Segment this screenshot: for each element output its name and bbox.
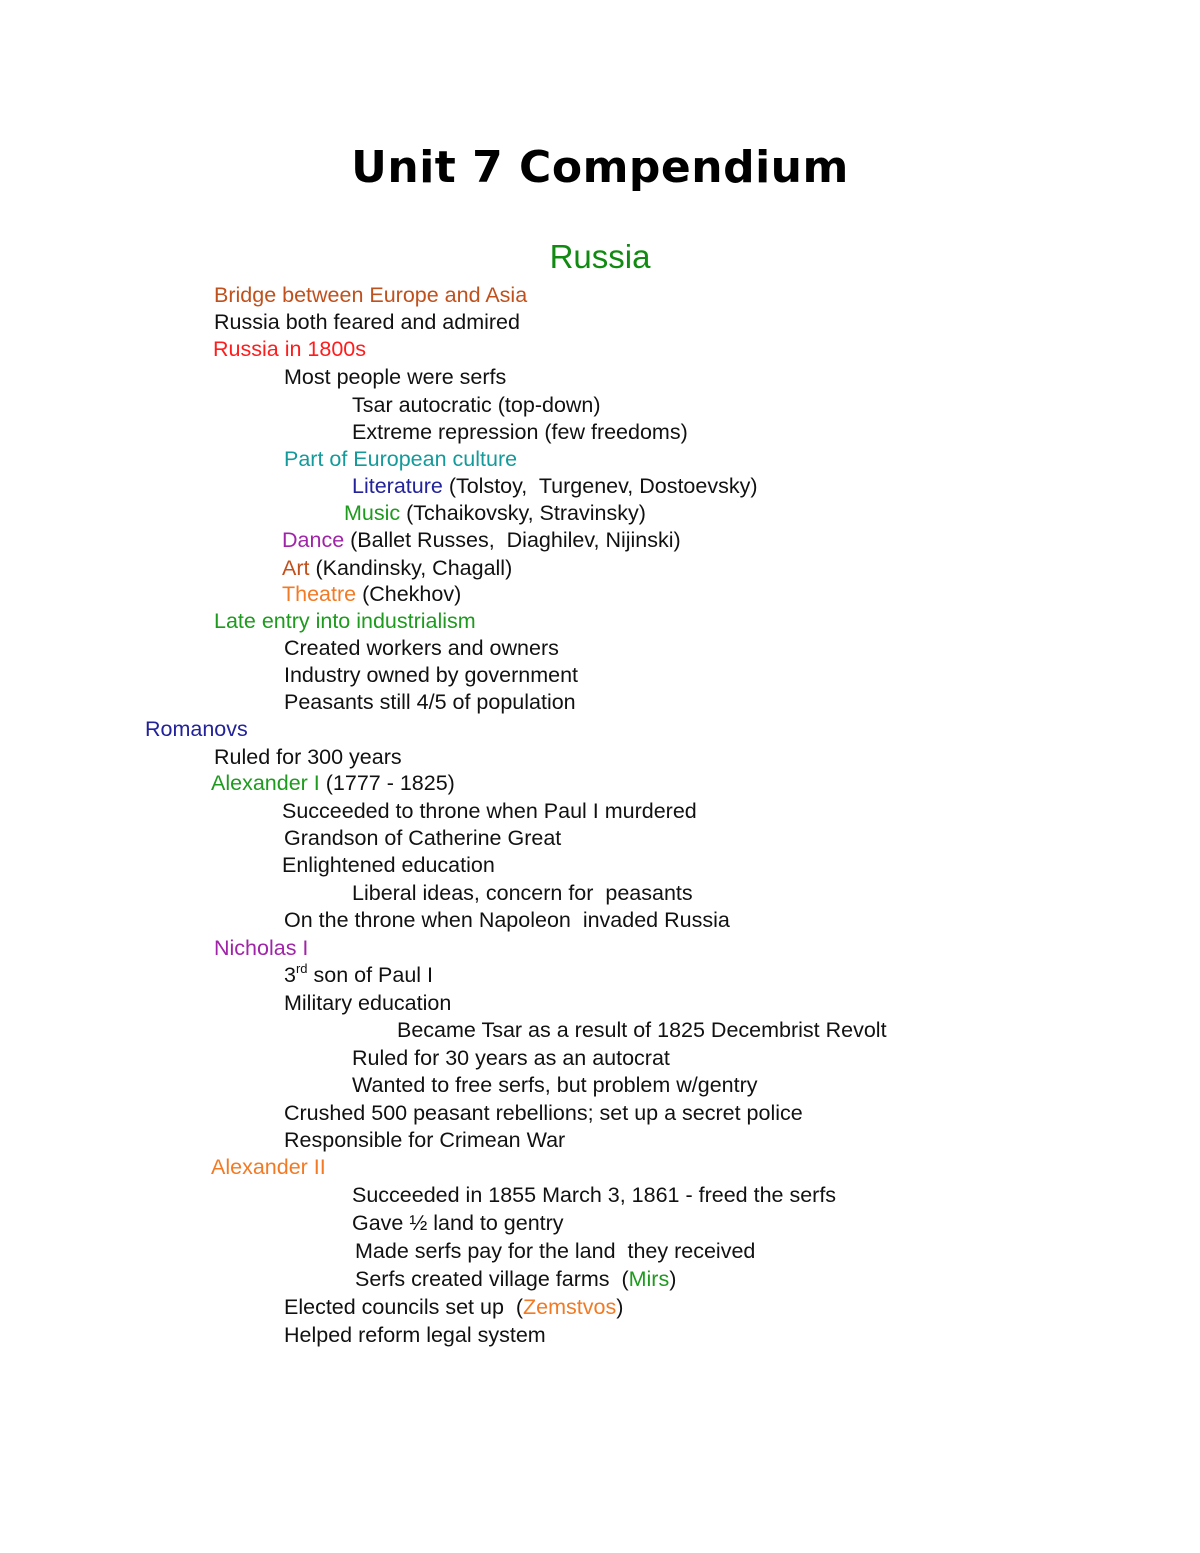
outline-line (352, 473, 758, 499)
highlighted-term: Alexander II (211, 1155, 326, 1179)
page-title: Unit 7 Compendium (351, 142, 849, 193)
text-segment: ) (669, 1267, 677, 1291)
highlighted-term: Music (344, 501, 401, 525)
outline-line (352, 1182, 836, 1208)
text-segment: Helped reform legal system (284, 1323, 546, 1347)
outline-line (282, 852, 495, 878)
text-segment: (Chekhov) (356, 582, 462, 606)
outline-line (352, 392, 601, 418)
text-segment: rd (295, 961, 308, 976)
outline-line (214, 309, 520, 335)
highlighted-term: Russia in 1800s (213, 337, 366, 361)
text-segment: (Tolstoy, Turgenev, Dostoevsky) (442, 474, 758, 498)
outline-line (352, 1072, 758, 1098)
outline-line (284, 446, 517, 472)
outline-line (282, 555, 512, 581)
text-segment: Created workers and owners (284, 636, 559, 660)
outline-line (282, 798, 697, 824)
highlighted-term: Bridge between Europe and Asia (214, 283, 528, 307)
outline-line (352, 880, 693, 906)
text-segment: Wanted to free serfs, but problem w/gentry (352, 1073, 758, 1097)
highlighted-term: Dance (282, 528, 345, 552)
highlighted-term: Alexander I (211, 771, 320, 795)
text-segment: (Tchaikovsky, Stravinsky) (400, 501, 646, 525)
text-segment: Made serfs pay for the land they received (355, 1239, 756, 1263)
highlighted-term: Mirs (628, 1267, 670, 1291)
text-segment: Tsar autocratic (top-down) (352, 393, 601, 417)
outline-line (344, 500, 646, 526)
outline-line (284, 907, 730, 933)
text-segment: Peasants still 4/5 of population (284, 690, 576, 714)
highlighted-term: Romanovs (145, 717, 248, 741)
outline-line (352, 419, 688, 445)
text-segment: Crushed 500 peasant rebellions; set up a secret police (284, 1101, 803, 1125)
outline-line (211, 770, 455, 796)
text-segment: Succeeded to throne when Paul I murdered (282, 799, 697, 823)
text-segment: Grandson of Catherine Great (284, 826, 562, 850)
text-segment: Enlightened education (282, 853, 495, 877)
outline-line (284, 825, 561, 851)
text-segment: Elected councils set up ( (284, 1295, 524, 1319)
text-segment: Military education (284, 991, 452, 1015)
text-segment: Ruled for 30 years as an autocrat (352, 1046, 670, 1070)
outline-line (284, 689, 576, 715)
text-segment: Most people were serfs (284, 365, 507, 389)
highlighted-term: Part of European culture (284, 447, 518, 471)
outline-line (284, 364, 506, 390)
outline-line (284, 990, 451, 1016)
text-segment: Ruled for 300 years (214, 745, 402, 769)
text-segment: On the throne when Napoleon invaded Russia (284, 908, 730, 932)
text-segment: 3 (284, 963, 296, 987)
outline-line (284, 1294, 623, 1320)
outline-line (397, 1017, 887, 1043)
outline-line (214, 744, 402, 770)
text-segment: son of Paul I (307, 963, 434, 987)
text-segment: Industry owned by government (284, 663, 578, 687)
text-segment: (1777 - 1825) (319, 771, 455, 795)
highlighted-term: Zemstvos (523, 1295, 617, 1319)
section-heading: Russia (549, 238, 651, 275)
outline-line (284, 1127, 565, 1153)
outline-line (145, 716, 248, 742)
outline-line (284, 1322, 546, 1348)
outline-line (284, 962, 433, 988)
outline-line (214, 608, 476, 634)
outline-line (352, 1045, 670, 1071)
text-segment: Gave ½ land to gentry (352, 1211, 564, 1235)
outline-line (355, 1266, 676, 1292)
text-segment: Succeeded in 1855 March 3, 1861 - freed the serfs (352, 1183, 837, 1207)
highlighted-term: Late entry into industrialism (214, 609, 476, 633)
highlighted-term: Theatre (282, 582, 357, 606)
text-segment: Russia both feared and admired (214, 310, 520, 334)
outline-line (214, 282, 527, 308)
highlighted-term: Literature (352, 474, 443, 498)
text-segment: ) (616, 1295, 624, 1319)
outline-line (284, 1100, 803, 1126)
text-segment: Extreme repression (few freedoms) (352, 420, 688, 444)
text-segment: Became Tsar as a result of 1825 Decembrist Revolt (397, 1018, 887, 1042)
outline-line (284, 635, 559, 661)
outline-line (284, 662, 578, 688)
outline-line (214, 935, 308, 961)
text-segment: Liberal ideas, concern for peasants (352, 881, 693, 905)
text-segment: (Kandinsky, Chagall) (309, 556, 513, 580)
highlighted-term: Nicholas I (214, 936, 309, 960)
outline-line (355, 1238, 755, 1264)
outline-line (211, 1154, 326, 1180)
text-segment: (Ballet Russes, Diaghilev, Nijinski) (344, 528, 681, 552)
outline-line (352, 1210, 564, 1236)
outline-line (282, 581, 461, 607)
highlighted-term: Art (282, 556, 310, 580)
outline-line (282, 527, 681, 553)
outline-line (213, 336, 366, 362)
text-segment: Responsible for Crimean War (284, 1128, 566, 1152)
text-segment: Serfs created village farms ( (355, 1267, 629, 1291)
